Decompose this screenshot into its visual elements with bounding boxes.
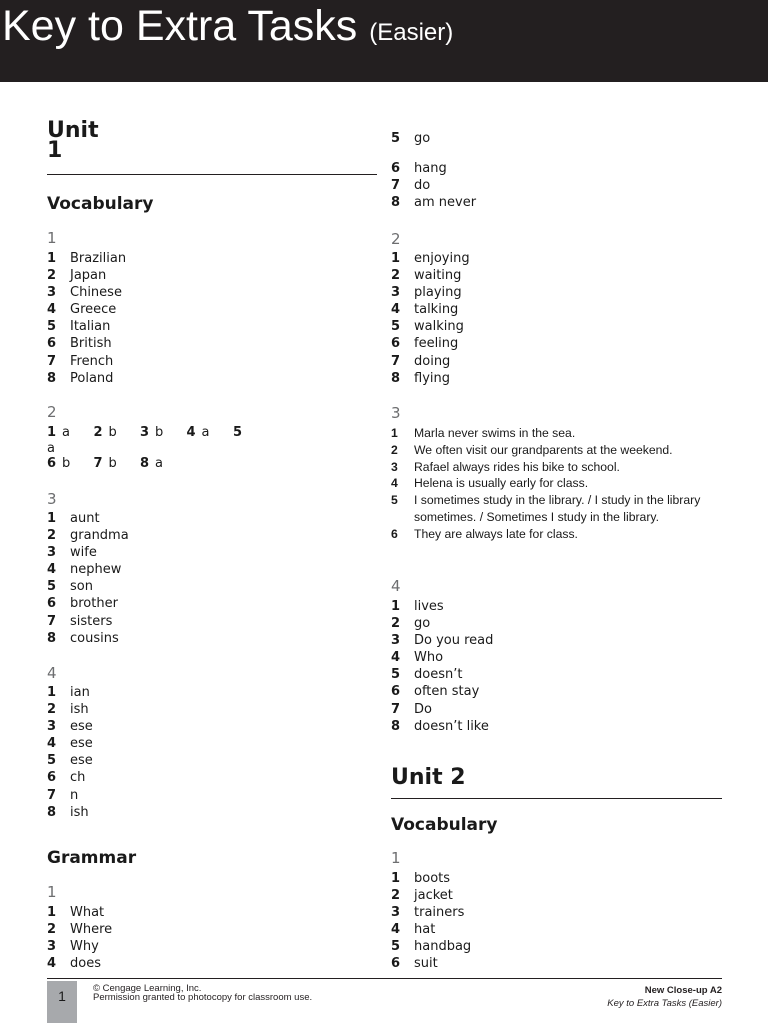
answer-item — [47, 527, 129, 544]
answer-text: often stay — [414, 684, 480, 700]
answer-text: ish — [70, 702, 89, 718]
grammar-exercise-1-list-part-1 — [47, 904, 112, 972]
answer-item — [47, 752, 93, 769]
answer-text: Do you read — [414, 633, 494, 649]
answer-item — [391, 598, 493, 615]
answer-item — [47, 335, 126, 352]
answer-number: 1 — [47, 905, 57, 920]
answer-text: ese — [70, 719, 93, 735]
page-number: 1 — [47, 981, 77, 1023]
answer-item — [391, 701, 493, 718]
answer-number: 5 — [233, 425, 243, 440]
answer-item — [47, 318, 126, 335]
answer-text: nephew — [70, 562, 122, 578]
answer-number: 1 — [391, 871, 401, 886]
answer-text: b — [108, 456, 117, 471]
grammar-exercise-3-list — [391, 425, 709, 543]
answer-item — [47, 718, 93, 735]
answer-text: ish — [70, 804, 89, 820]
answer-text: cousins — [70, 630, 119, 646]
answer-text: Poland — [70, 370, 114, 386]
answer-text: ese — [70, 736, 93, 752]
answer-number: 4 — [186, 425, 196, 440]
grammar-exercise-2-number: 2 — [391, 230, 401, 248]
vocab-exercise-2-row-1 — [47, 425, 280, 441]
answer-text: am never — [414, 195, 477, 211]
grid-answer — [94, 456, 141, 472]
answer-number: 5 — [391, 493, 398, 508]
unit-1-title-number: 1 — [47, 138, 63, 163]
answer-number: 8 — [140, 456, 150, 471]
answer-number: 4 — [391, 302, 401, 318]
answer-number: 7 — [47, 613, 57, 629]
answer-item — [47, 353, 126, 370]
vocab-exercise-4-number: 4 — [47, 664, 57, 682]
answer-number: 5 — [391, 667, 401, 683]
answer-item — [391, 425, 709, 442]
grammar-exercise-1-list-part-3 — [391, 160, 476, 211]
answer-text: Japan — [70, 268, 107, 284]
vocab-exercise-3-number: 3 — [47, 490, 57, 508]
answer-number: 3 — [47, 545, 57, 561]
answer-text: trainers — [414, 905, 465, 921]
answer-number: 6 — [47, 596, 57, 612]
answer-number: 4 — [47, 302, 57, 318]
answer-text: doing — [414, 353, 451, 369]
answer-item — [47, 595, 129, 612]
answer-number: 3 — [391, 905, 401, 921]
answer-item — [47, 921, 112, 938]
answer-text: flying — [414, 370, 450, 386]
answer-number: 3 — [47, 939, 57, 955]
grid-answer — [140, 456, 187, 472]
grammar-exercise-4-list — [391, 598, 493, 735]
answer-number: 2 — [391, 442, 398, 457]
answer-number: 8 — [391, 195, 401, 211]
answer-item — [47, 544, 129, 561]
answer-number: 8 — [47, 804, 57, 820]
answer-item — [47, 804, 93, 821]
answer-item — [391, 683, 493, 700]
answer-text: ian — [70, 685, 90, 700]
answer-text: Who — [414, 650, 444, 666]
answer-item — [391, 267, 470, 284]
answer-number: 7 — [391, 701, 401, 717]
answer-text: We often visit our grandparents at the weekend. — [414, 442, 673, 457]
answer-item — [47, 613, 129, 630]
grid-answer — [47, 456, 94, 472]
vocab-exercise-1-number: 1 — [47, 229, 57, 247]
footer-book-title: New Close-up A2 — [644, 985, 722, 996]
answer-text: b — [155, 425, 164, 440]
unit-2-rule — [391, 798, 722, 799]
answer-number: 4 — [391, 922, 401, 938]
answer-item — [391, 666, 493, 683]
grammar-exercise-4-number: 4 — [391, 577, 401, 595]
answer-item — [47, 938, 112, 955]
grid-answer — [47, 425, 94, 441]
answer-item — [47, 630, 129, 647]
answer-text: b — [62, 456, 71, 471]
page-title — [2, 2, 453, 57]
answer-text: wife — [70, 545, 97, 561]
answer-number: 2 — [391, 888, 401, 904]
answer-item — [391, 459, 709, 476]
grammar-exercise-1-number: 1 — [47, 883, 57, 901]
answer-number: 6 — [47, 770, 57, 786]
answer-text: brother — [70, 596, 118, 612]
answer-number: 2 — [391, 268, 401, 284]
answer-number: 3 — [391, 633, 401, 649]
answer-number: 2 — [47, 702, 57, 718]
answer-text: Greece — [70, 302, 117, 318]
answer-item — [391, 284, 470, 301]
answer-item — [47, 250, 126, 267]
answer-number: 5 — [391, 131, 401, 146]
answer-number: 1 — [47, 685, 57, 700]
answer-item — [391, 921, 471, 938]
answer-number: 2 — [93, 425, 103, 440]
answer-item — [391, 718, 493, 735]
answer-item — [47, 267, 126, 284]
answer-item — [391, 318, 470, 335]
answer-text: sisters — [70, 613, 113, 629]
answer-text: lives — [414, 599, 444, 614]
answer-text: do — [414, 178, 431, 194]
answer-item — [391, 887, 471, 904]
answer-text: hang — [414, 161, 447, 176]
answer-number: 5 — [391, 939, 401, 955]
answer-number: 1 — [47, 511, 57, 526]
copyright-line-1: © Cengage Learning, Inc. — [93, 983, 202, 994]
answer-number: 7 — [391, 353, 401, 369]
vocab-exercise-2-number: 2 — [47, 403, 57, 421]
answer-text: Marla never swims in the sea. — [414, 426, 576, 440]
answer-text: Why — [70, 939, 99, 955]
grid-answer — [94, 425, 141, 441]
answer-text: ese — [70, 753, 93, 769]
answer-item — [47, 701, 93, 718]
answer-number: 1 — [391, 426, 398, 440]
answer-number: 6 — [391, 526, 398, 541]
grammar-exercise-2-list — [391, 250, 470, 387]
answer-item — [391, 353, 470, 370]
answer-text: go — [414, 131, 431, 146]
answer-text: feeling — [414, 336, 459, 352]
answer-item — [391, 649, 493, 666]
answer-text: doesn’t — [414, 667, 463, 683]
answer-text: Rafael always rides his bike to school. — [414, 459, 620, 474]
answer-item — [391, 938, 471, 955]
answer-number: 4 — [47, 562, 57, 578]
answer-number: 6 — [47, 336, 57, 352]
unit-2-vocab-exercise-1-list — [391, 870, 471, 973]
answer-number: 8 — [47, 370, 57, 386]
answer-number: 3 — [47, 719, 57, 735]
answer-item — [391, 442, 709, 459]
answer-text: What — [70, 905, 105, 920]
answer-text: b — [108, 425, 117, 440]
answer-number: 2 — [47, 922, 57, 938]
vocab-exercise-1-list — [47, 250, 126, 387]
answer-text: waiting — [414, 268, 462, 284]
unit-1-title-word: Unit — [47, 118, 99, 143]
unit-1-rule — [47, 174, 377, 175]
answer-number: 4 — [391, 650, 401, 666]
answer-text: Brazilian — [70, 251, 127, 266]
answer-number: 1 — [391, 251, 401, 266]
answer-text: grandma — [70, 528, 129, 544]
answer-text: a — [155, 456, 164, 471]
answer-item — [47, 684, 93, 701]
footer-rule — [47, 978, 722, 979]
unit-1-title — [47, 118, 99, 163]
answer-item — [391, 615, 493, 632]
answer-item — [391, 370, 470, 387]
unit-2-title: Unit 2 — [391, 765, 466, 790]
answer-item — [391, 632, 493, 649]
vocab-exercise-2-wrap: a — [47, 440, 55, 456]
answer-item — [47, 735, 93, 752]
answer-number: 6 — [391, 336, 401, 352]
answer-text: jacket — [414, 888, 453, 904]
title-text: Key to Extra Tasks — [2, 2, 358, 50]
answer-number: 2 — [47, 528, 57, 544]
answer-item — [391, 955, 471, 972]
answer-number: 4 — [47, 956, 57, 972]
answer-text: a — [62, 425, 71, 440]
answer-text: Italian — [70, 319, 111, 335]
answer-item — [391, 130, 430, 147]
answer-text: a — [201, 425, 210, 440]
answer-item — [47, 904, 112, 921]
answer-text: doesn’t like — [414, 718, 489, 734]
vocab-exercise-4-list — [47, 684, 93, 821]
answer-text: n — [70, 787, 79, 803]
answer-item — [47, 510, 129, 527]
answer-number: 8 — [47, 630, 57, 646]
answer-item — [391, 160, 476, 177]
answer-number: 3 — [391, 459, 398, 474]
answer-item — [391, 870, 471, 887]
answer-number: 8 — [391, 370, 401, 386]
answer-text: talking — [414, 302, 459, 318]
answer-item — [47, 561, 129, 578]
answer-item — [391, 177, 476, 194]
answer-item — [47, 301, 126, 318]
header-banner — [0, 0, 768, 82]
answer-text: suit — [414, 956, 438, 972]
footer-document-title: Key to Extra Tasks (Easier) — [607, 998, 722, 1009]
footer-book-info — [607, 984, 722, 1010]
answer-item — [47, 769, 93, 786]
answer-number: 2 — [391, 616, 401, 632]
answer-number: 4 — [391, 476, 398, 491]
answer-number: 7 — [93, 456, 103, 471]
answer-text: go — [414, 616, 431, 632]
grid-answer — [187, 425, 234, 441]
grid-answer — [140, 425, 187, 441]
answer-number: 7 — [47, 787, 57, 803]
answer-text: enjoying — [414, 251, 470, 266]
answer-number: 2 — [47, 268, 57, 284]
answer-text: Do — [414, 701, 432, 717]
answer-text: Chinese — [70, 285, 122, 301]
answer-number: 5 — [47, 319, 57, 335]
answer-item — [391, 492, 709, 526]
answer-text: They are always late for class. — [414, 526, 578, 541]
vocab-exercise-3-list — [47, 510, 129, 647]
answer-item — [47, 578, 129, 595]
answer-item — [391, 526, 709, 543]
answer-text: ch — [70, 770, 86, 786]
answer-text: Helena is usually early for class. — [414, 476, 589, 491]
answer-number: 1 — [47, 425, 57, 440]
title-subtitle: (Easier) — [369, 19, 454, 46]
answer-text: British — [70, 336, 112, 352]
answer-number: 5 — [47, 753, 57, 769]
answer-item — [47, 370, 126, 387]
answer-number: 1 — [391, 599, 401, 614]
answer-text: hat — [414, 922, 436, 938]
answer-text: boots — [414, 871, 451, 886]
vocab-exercise-2-row-2 — [47, 456, 280, 472]
answer-number: 6 — [391, 956, 401, 972]
answer-text: handbag — [414, 939, 472, 955]
answer-text: walking — [414, 319, 464, 335]
answer-text: aunt — [70, 511, 100, 526]
answer-item — [391, 301, 470, 318]
answer-number: 8 — [391, 718, 401, 734]
grammar-exercise-3-number: 3 — [391, 404, 401, 422]
answer-text: playing — [414, 285, 462, 301]
answer-number: 7 — [391, 178, 401, 194]
answer-item — [391, 335, 470, 352]
answer-number: 5 — [391, 319, 401, 335]
answer-number: 5 — [47, 579, 57, 595]
answer-text: son — [70, 579, 93, 595]
answer-number: 4 — [47, 736, 57, 752]
unit-2-vocab-exercise-1-number: 1 — [391, 849, 401, 867]
unit-1-vocabulary-heading: Vocabulary — [47, 194, 154, 214]
answer-text: French — [70, 353, 114, 369]
grammar-exercise-1-list-part-2 — [391, 130, 430, 147]
copyright-notice — [93, 984, 312, 1002]
answer-number: 3 — [140, 425, 150, 440]
answer-item — [391, 475, 709, 492]
answer-text: I sometimes study in the library. / I study in the library sometimes. / Sometimes I study in the library. — [414, 493, 701, 524]
grid-answer — [233, 425, 280, 441]
answer-number: 6 — [391, 161, 401, 176]
unit-2-vocabulary-heading: Vocabulary — [391, 815, 498, 835]
answer-item — [391, 194, 476, 211]
answer-item — [391, 250, 470, 267]
answer-number: 3 — [391, 285, 401, 301]
copyright-line-2: Permission granted to photocopy for classroom use. — [93, 992, 313, 1003]
unit-1-grammar-heading: Grammar — [47, 848, 137, 868]
answer-text: does — [70, 956, 101, 972]
answer-text: Where — [70, 922, 113, 938]
answer-item — [47, 284, 126, 301]
answer-number: 6 — [391, 684, 401, 700]
answer-number: 1 — [47, 251, 57, 266]
answer-item — [47, 955, 112, 972]
answer-number: 6 — [47, 456, 57, 471]
answer-number: 7 — [47, 353, 57, 369]
answer-number: 3 — [47, 285, 57, 301]
answer-item — [391, 904, 471, 921]
vocab-exercise-2-grid — [47, 425, 280, 472]
answer-item — [47, 787, 93, 804]
